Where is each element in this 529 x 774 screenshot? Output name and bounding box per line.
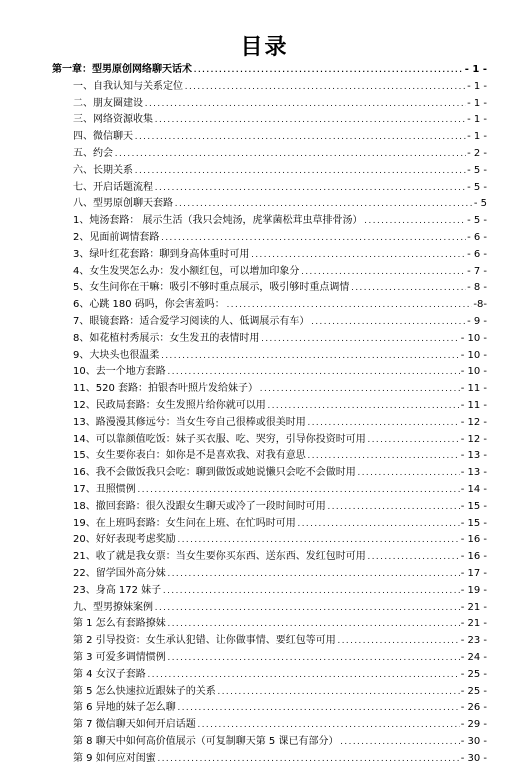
toc-dot-leader — [144, 96, 466, 113]
toc-page-number: - 10 - — [460, 366, 487, 378]
toc-entry-title: 八、型男原创聊天套路 — [73, 198, 173, 210]
toc-entry[interactable] — [73, 246, 487, 263]
toc-page-number: - 19 - — [460, 584, 487, 596]
toc-entry[interactable] — [73, 582, 487, 599]
toc-entry-title: 九、型男撩妹案例 — [73, 601, 153, 613]
toc-dot-leader — [167, 364, 460, 381]
toc-page-number: - 21 - — [460, 618, 487, 630]
toc-page-number: - 5 — [473, 198, 487, 210]
toc-entry[interactable] — [73, 128, 487, 145]
toc-entry[interactable] — [73, 78, 487, 95]
toc-dot-leader — [364, 213, 467, 230]
toc-page-number: - 29 - — [460, 719, 487, 731]
toc-entry-title: 12、民政局套路：女生发照片给你就可以用 — [73, 400, 266, 411]
toc-dot-leader — [154, 112, 466, 129]
toc-entry-title: 11、520 套路：拍银杏叶照片发给妹子） — [73, 383, 258, 395]
toc-dot-leader — [147, 667, 460, 684]
toc-page-number: - 15 - — [460, 517, 487, 529]
toc-page-number: - 16 - — [460, 551, 487, 563]
toc-page-number: - 5 - — [467, 164, 487, 176]
toc-entry-title: 2、见面前调情套路 — [73, 232, 160, 243]
toc-entry-title: 19、在上班吗套路：女生问在上班、在忙吗时可用 — [73, 517, 296, 529]
toc-dot-leader — [307, 448, 460, 465]
toc-page-number: - 10 - — [460, 349, 487, 361]
toc-entry-title: 四、微信聊天 — [73, 131, 133, 143]
toc-page-number: - 11 - — [460, 400, 487, 411]
toc-entry[interactable] — [73, 599, 487, 616]
toc-entry-title: 一、自我认知与关系定位 — [73, 80, 183, 92]
toc-dot-leader — [154, 180, 466, 197]
toc-entry-title: 13、路漫漫其修远兮：当女生夸自己很棒或很美时用 — [73, 416, 306, 428]
toc-dot-leader — [339, 734, 459, 751]
toc-entry[interactable] — [73, 313, 487, 330]
toc-page-number: - 6 - — [467, 248, 487, 260]
toc-entry-title: 第 1 怎么有套路撩妹 — [73, 618, 166, 630]
toc-page-number: - 25 - — [460, 685, 487, 697]
toc-page-number: - 9 - — [467, 316, 487, 327]
toc-entry-title: 1、炖汤套路： 展示生活（我只会炖汤，虎掌菌松茸虫草排骨汤） — [73, 215, 363, 227]
toc-dot-leader — [167, 650, 460, 667]
toc-dot-leader — [307, 415, 460, 432]
toc-entry-title: 15、女生要你表白：如你是不是喜欢我、对我有意思 — [73, 450, 306, 462]
toc-entry[interactable] — [73, 481, 487, 498]
toc-entry[interactable] — [73, 111, 487, 128]
toc-entry-title: 第一章：型男原创网络聊天话术 — [52, 64, 192, 75]
toc-page-number: - 5 - — [467, 181, 487, 193]
toc-page-number: - 30 - — [460, 752, 487, 764]
toc-entry[interactable] — [73, 447, 487, 464]
toc-page-number: - 12 - — [460, 416, 487, 428]
toc-entry-title: 五、约会 — [73, 148, 113, 159]
toc-entry[interactable] — [73, 666, 487, 683]
toc-entry-title: 21、收了就是我女票：当女生要你买东西、送东西、发红包时可用 — [73, 551, 366, 563]
toc-entry-title: 六、长期关系 — [73, 164, 133, 176]
toc-entry-title: 14、可以靠颜值吃饭：妹子买衣服、吃、哭穷，引导你投资时可用 — [73, 433, 366, 445]
toc-dot-leader — [134, 129, 466, 146]
toc-entry[interactable] — [73, 212, 487, 229]
toc-entry-title: 第 8 聊天中如何高价值展示（可复制聊天第 5 课已有部分） — [73, 736, 339, 747]
toc-page-number: - 13 - — [460, 450, 487, 462]
toc-page-number: - 30 - — [460, 736, 487, 747]
toc-page-number: - 26 - — [460, 702, 487, 714]
toc-dot-leader — [160, 230, 466, 247]
toc-dot-leader — [177, 532, 460, 549]
toc-dot-leader — [350, 280, 466, 297]
toc-entry[interactable] — [73, 279, 487, 296]
toc-entry-title: 6、心跳 180 码吗，你会害羞吗： — [73, 299, 225, 311]
toc-page-number: - 1 - — [464, 64, 487, 75]
toc-entry[interactable] — [73, 414, 487, 431]
toc-entry-title: 17、丑照惯例 — [73, 484, 136, 495]
toc-entry-title: 第 9 如何应对闺蜜 — [73, 752, 156, 764]
toc-page-number: - 11 - — [460, 383, 487, 395]
toc-dot-leader — [177, 700, 460, 717]
toc-entry[interactable] — [73, 515, 487, 532]
toc-dot-leader — [134, 163, 466, 180]
toc-page-number: - 1 - — [467, 131, 487, 143]
toc-page-number: - 14 - — [460, 484, 487, 495]
toc-dot-leader — [137, 482, 460, 499]
toc-entry-title: 4、女生发哭怎么办：发小额红包，可以增加印象分 — [73, 265, 300, 277]
toc-entry[interactable] — [73, 498, 487, 515]
toc-entry-title: 10、去一个地方套路 — [73, 366, 166, 378]
toc-entry-title: 18、撤回套路：很久没跟女生聊天或冷了一段时间时可用 — [73, 500, 326, 512]
toc-dot-leader — [167, 566, 460, 583]
toc-entry-title: 第 7 微信聊天如何开启话题 — [73, 719, 196, 731]
toc-entry-title: 3、绿叶红花套路：聊到身高体重时可用 — [73, 248, 250, 260]
toc-page-number: - 16 - — [460, 534, 487, 546]
toc-entry[interactable] — [73, 145, 487, 162]
toc-page-number: - 2 - — [467, 148, 487, 159]
toc-entry[interactable] — [73, 548, 487, 565]
toc-chapter-entry[interactable] — [52, 61, 487, 78]
toc-entry[interactable] — [73, 162, 487, 179]
toc-entry[interactable] — [73, 531, 487, 548]
toc-dot-leader — [367, 432, 460, 449]
toc-dot-leader — [217, 684, 460, 701]
toc-dot-leader — [260, 331, 459, 348]
toc-dot-leader — [193, 62, 464, 79]
toc-page-number: - 23 - — [460, 635, 487, 647]
toc-entry[interactable] — [73, 649, 487, 666]
toc-entry[interactable] — [73, 750, 487, 767]
toc-entry-title: 三、网络资源收集 — [73, 114, 153, 126]
toc-dot-leader — [300, 264, 466, 281]
toc-page-number: - 6 - — [467, 232, 487, 243]
toc-page-number: - 21 - — [460, 601, 487, 613]
toc-entry-title: 20、好好表现考虑奖励 — [73, 534, 176, 546]
toc-dot-leader — [337, 633, 460, 650]
toc-entry-title: 8、如花植村秀展示：女生发丑的表情时用 — [73, 332, 260, 344]
toc-dot-leader — [250, 247, 466, 264]
toc-dot-leader — [157, 751, 460, 768]
toc-entry[interactable] — [73, 699, 487, 716]
toc-entry[interactable] — [73, 632, 487, 649]
toc-entry-title: 七、开启话题流程 — [73, 181, 153, 193]
toc-entry[interactable] — [73, 263, 487, 280]
toc-entry-title: 5、女生问你在干嘛：吸引不够时重点展示，吸引够时重点调情 — [73, 282, 350, 294]
toc-page-number: - 25 - — [460, 668, 487, 680]
toc-page-number: - 7 - — [467, 265, 487, 277]
toc-entry-title: 7、眼镜套路：适合爱学习阅读的人、低调展示有车） — [73, 316, 310, 327]
toc-dot-leader — [197, 717, 460, 734]
toc-dot-leader — [259, 381, 460, 398]
toc-page-number: - 10 - — [460, 332, 487, 344]
toc-entry-title: 22、留学国外高分妹 — [73, 568, 166, 579]
toc-dot-leader — [357, 465, 460, 482]
toc-dot-leader — [327, 499, 460, 516]
toc-entry-title: 二、朋友圈建设 — [73, 97, 143, 109]
toc-dot-leader — [297, 516, 460, 533]
toc-entry[interactable] — [73, 347, 487, 364]
toc-entry[interactable] — [73, 565, 487, 582]
toc-entry-title: 第 2 引导投资：女生承认犯错、让你做事情、要红包等可用 — [73, 635, 336, 647]
toc-dot-leader — [160, 348, 459, 365]
toc-dot-leader — [184, 79, 466, 96]
toc-dot-leader — [226, 297, 473, 314]
toc-dot-leader — [114, 146, 466, 163]
toc-page-number: - 8 - — [467, 282, 487, 294]
toc-entry-title: 9、大块头也很温柔 — [73, 349, 160, 361]
toc-entry[interactable] — [73, 380, 487, 397]
toc-entry[interactable] — [73, 464, 487, 481]
toc-dot-leader — [154, 600, 460, 617]
toc-entry-title: 第 4 女汉子套路 — [73, 668, 146, 680]
toc-page-number: - 12 - — [460, 433, 487, 445]
toc-entry[interactable] — [73, 363, 487, 380]
toc-entry[interactable] — [73, 95, 487, 112]
toc-entry-title: 23、身高 172 妹子 — [73, 584, 162, 596]
toc-dot-leader — [310, 314, 466, 331]
toc-entry[interactable] — [73, 195, 487, 212]
toc-entry-title: 第 5 怎么快速拉近跟妹子的关系 — [73, 685, 216, 697]
toc-entry[interactable] — [73, 296, 487, 313]
toc-entry[interactable] — [73, 397, 487, 414]
toc-entry[interactable] — [73, 330, 487, 347]
toc-entry[interactable] — [73, 733, 487, 750]
toc-entry-title: 16、我不会做饭我只会吃：聊到做饭或她说懒只会吃不会做时用 — [73, 467, 356, 479]
toc-page-number: - 1 - — [467, 80, 487, 92]
toc-entry-title: 第 3 可爱多调情惯例 — [73, 652, 166, 663]
toc-entry[interactable] — [73, 716, 487, 733]
toc-page-number: - 13 - — [460, 467, 487, 479]
toc-entry-title: 第 6 异地的妹子怎么聊 — [73, 702, 176, 714]
toc-dot-leader — [267, 398, 460, 415]
toc-page-number: - 17 - — [460, 568, 487, 579]
toc-dot-leader — [174, 196, 473, 213]
toc-entry[interactable] — [73, 179, 487, 196]
page-title: 目录 — [240, 35, 289, 60]
toc-page-number: - 1 - — [467, 97, 487, 109]
toc-dot-leader — [167, 616, 460, 633]
toc-page-number: -8- — [473, 299, 487, 311]
toc-page-number: - 15 - — [460, 500, 487, 512]
toc-entry[interactable] — [73, 615, 487, 632]
toc-page-number: - 1 - — [467, 114, 487, 126]
toc-entry[interactable] — [73, 229, 487, 246]
toc-entry[interactable] — [73, 431, 487, 448]
toc-page-number: - 24 - — [460, 652, 487, 663]
toc-dot-leader — [367, 549, 460, 566]
toc-entry[interactable] — [73, 683, 487, 700]
toc-page-number: - 5 - — [467, 215, 487, 227]
toc-dot-leader — [162, 583, 460, 600]
